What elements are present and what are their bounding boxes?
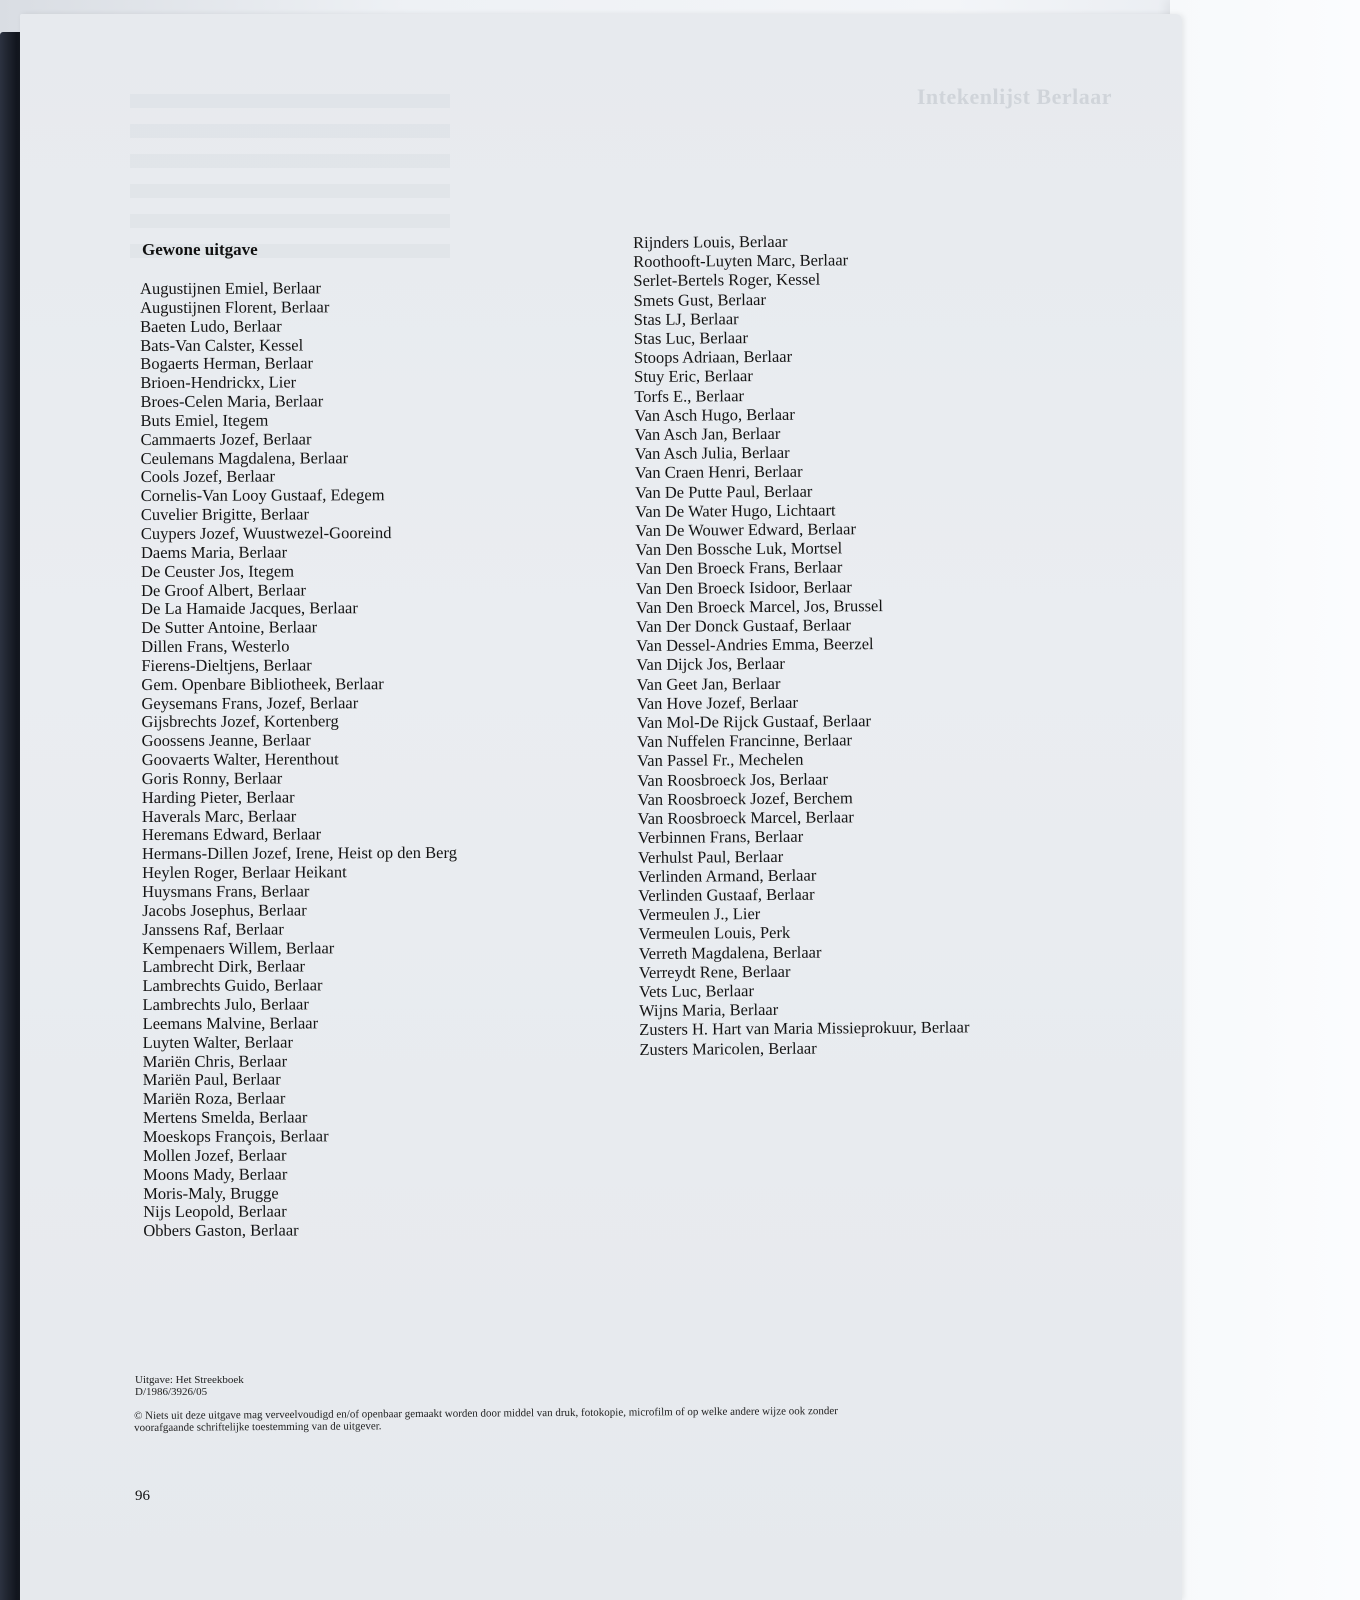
subscriber-entry: Van Den Broeck Frans, Berlaar — [635, 557, 843, 579]
subscriber-entry: Haverals Marc, Berlaar — [141, 806, 297, 826]
subscriber-entry: Dillen Frans, Westerlo — [141, 636, 290, 657]
subscriber-entry: Van Roosbroeck Jozef, Berchem — [637, 788, 853, 809]
subscriber-entry: Van Roosbroeck Marcel, Berlaar — [637, 807, 854, 829]
subscriber-entry: Lambrechts Julo, Berlaar — [142, 994, 309, 1015]
subscriber-entry: Mariën Roza, Berlaar — [142, 1088, 286, 1109]
subscriber-entry: Verbinnen Frans, Berlaar — [637, 826, 804, 848]
subscriber-entry: Gijsbrechts Jozef, Kortenberg — [141, 711, 339, 732]
subscriber-entry: Luyten Walter, Berlaar — [142, 1032, 293, 1052]
subscriber-entry: Stoops Adriaan, Berlaar — [633, 346, 793, 368]
subscriber-entry: Hermans-Dillen Jozef, Irene, Heist op den Berg — [141, 843, 457, 864]
book-page — [20, 14, 1182, 1600]
subscriber-entry: Verreydt Rene, Berlaar — [638, 961, 791, 982]
subscriber-entry: Cammaerts Jozef, Berlaar — [140, 429, 312, 449]
section-heading: Gewone uitgave — [142, 240, 258, 259]
subscriber-entry: Geysemans Frans, Jozef, Berlaar — [141, 692, 359, 713]
subscriber-entry: Kempenaers Willem, Berlaar — [142, 937, 335, 958]
subscriber-entry: Goris Ronny, Berlaar — [141, 768, 283, 788]
subscriber-entry: Cuvelier Brigitte, Berlaar — [140, 504, 310, 525]
subscriber-entry: De Sutter Antoine, Berlaar — [141, 617, 318, 638]
subscriber-entry: Obbers Gaston, Berlaar — [143, 1220, 299, 1241]
subscriber-entry: Leemans Malvine, Berlaar — [142, 1013, 319, 1033]
facing-page — [1170, 0, 1360, 1600]
subscriber-entry: Torfs E., Berlaar — [634, 385, 745, 406]
subscriber-entry: Harding Pieter, Berlaar — [141, 787, 295, 807]
subscriber-entry: Cornelis-Van Looy Gustaaf, Edegem — [140, 485, 385, 506]
copyright-notice: © Niets uit deze uitgave mag verveelvoudigd en/of openbaar gemaakt worden door middel van druk, fotokopie, microfilm of op welke andere wijze ook zonder voorafgaande schriftelijke toestemming van de uitgever. — [134, 1405, 838, 1434]
subscriber-entry: Van Den Bossche Luk, Mortsel — [635, 538, 843, 560]
subscriber-entry: Buts Emiel, Itegem — [140, 410, 269, 430]
publisher-line: Uitgave: Het Streekboek — [135, 1374, 244, 1386]
subscriber-entry: Van De Water Hugo, Lichtaart — [635, 500, 836, 521]
colophon-publisher — [135, 1374, 244, 1398]
subscriber-entry: Van Hove Jozef, Berlaar — [636, 692, 799, 713]
subscriber-entry: Roothooft-Luyten Marc, Berlaar — [633, 250, 849, 272]
subscriber-entry: Heremans Edward, Berlaar — [141, 824, 322, 845]
subscriber-entry: Van Passel Fr., Mechelen — [637, 750, 804, 771]
subscriber-entry: Moeskops François, Berlaar — [142, 1126, 329, 1146]
subscriber-entry: Vermeulen Louis, Perk — [638, 923, 791, 944]
subscriber-entry: Broes-Celen Maria, Berlaar — [140, 391, 324, 412]
subscriber-entry: Brioen-Hendrickx, Lier — [140, 372, 297, 393]
subscriber-entry: Van Der Donck Gustaaf, Berlaar — [636, 615, 852, 637]
subscriber-entry: Cools Jozef, Berlaar — [140, 466, 275, 487]
subscriber-entry: Huysmans Frans, Berlaar — [142, 881, 310, 901]
subscriber-entry: De Ceuster Jos, Itegem — [140, 561, 295, 581]
subscriber-entry: Goovaerts Walter, Herenthout — [141, 749, 339, 770]
subscriber-entry: Vermeulen J., Lier — [638, 904, 761, 925]
subscriber-entry: Moons Mady, Berlaar — [143, 1164, 288, 1184]
subscriber-entry: Daems Maria, Berlaar — [140, 542, 288, 562]
subscriber-entry: Van Nuffelen Francinne, Berlaar — [636, 730, 853, 752]
subscriber-entry: Bats-Van Calster, Kessel — [140, 334, 304, 355]
subscriber-entry: Verreth Magdalena, Berlaar — [638, 942, 822, 963]
subscriber-entry: Ceulemans Magdalena, Berlaar — [140, 447, 349, 468]
subscriber-list-left — [140, 279, 458, 1241]
subscriber-entry: Van Den Broeck Marcel, Jos, Brussel — [635, 595, 883, 617]
show-through-running-head: Intekenlijst Berlaar — [916, 84, 1112, 109]
subscriber-entry: Heylen Roger, Berlaar Heikant — [142, 862, 347, 883]
subscriber-entry: De La Hamaide Jacques, Berlaar — [141, 598, 358, 619]
subscriber-entry: Augustijnen Florent, Berlaar — [140, 297, 330, 317]
subscriber-entry: Stuy Eric, Berlaar — [634, 366, 753, 387]
subscriber-entry: Van Dessel-Andries Emma, Beerzel — [636, 634, 874, 656]
page-number: 96 — [135, 1488, 150, 1504]
legal-deposit-line: D/1986/3926/05 — [135, 1386, 208, 1398]
subscriber-entry: Van Craen Henri, Berlaar — [634, 462, 803, 483]
subscriber-entry: De Groof Albert, Berlaar — [141, 579, 307, 600]
subscriber-entry: Nijs Leopold, Berlaar — [143, 1201, 287, 1222]
subscriber-entry: Van Asch Jan, Berlaar — [634, 423, 781, 445]
subscriber-entry: Jacobs Josephus, Berlaar — [142, 900, 307, 920]
subscriber-entry: Cuypers Jozef, Wuustwezel-Gooreind — [140, 523, 392, 543]
subscriber-entry: Augustijnen Emiel, Berlaar — [139, 278, 322, 298]
subscriber-entry: Verlinden Gustaaf, Berlaar — [638, 884, 815, 905]
subscriber-entry: Van Mol-De Rijck Gustaaf, Berlaar — [636, 711, 872, 733]
subscriber-entry: Bogaerts Herman, Berlaar — [140, 353, 314, 374]
subscriber-entry: Zusters Maricolen, Berlaar — [639, 1038, 817, 1059]
subscriber-entry: Verhulst Paul, Berlaar — [637, 846, 784, 867]
subscriber-entry: Mariën Paul, Berlaar — [142, 1069, 281, 1090]
subscriber-entry: Lambrechts Guido, Berlaar — [142, 975, 323, 996]
subscriber-entry: Van Asch Julia, Berlaar — [634, 443, 790, 464]
subscriber-entry: Wijns Maria, Berlaar — [639, 1000, 779, 1021]
subscriber-entry: Stas LJ, Berlaar — [633, 308, 739, 329]
subscriber-entry: Gem. Openbare Bibliotheek, Berlaar — [141, 673, 384, 694]
subscriber-list-right — [633, 230, 970, 1058]
subscriber-entry: Van Dijck Jos, Berlaar — [636, 654, 785, 675]
subscriber-entry: Lambrecht Dirk, Berlaar — [142, 956, 306, 977]
subscriber-entry: Vets Luc, Berlaar — [638, 980, 755, 1001]
subscriber-entry: Van Roosbroeck Jos, Berlaar — [637, 769, 828, 790]
subscriber-entry: Smets Gust, Berlaar — [633, 289, 767, 310]
subscriber-entry: Van Asch Hugo, Berlaar — [634, 404, 795, 425]
subscriber-entry: Stas Luc, Berlaar — [633, 328, 748, 349]
subscriber-entry: Janssens Raf, Berlaar — [142, 919, 284, 939]
subscriber-entry: Moris-Maly, Brugge — [143, 1183, 279, 1203]
subscriber-entry: Verlinden Armand, Berlaar — [637, 865, 817, 886]
subscriber-entry: Baeten Ludo, Berlaar — [140, 316, 282, 336]
subscriber-entry: Van De Putte Paul, Berlaar — [634, 481, 813, 502]
subscriber-entry: Serlet-Bertels Roger, Kessel — [633, 269, 821, 291]
subscriber-entry: Mollen Jozef, Berlaar — [143, 1145, 287, 1165]
subscriber-entry: Zusters H. Hart van Maria Missieprokuur, Berlaar — [639, 1017, 970, 1040]
subscriber-entry: Van Den Broeck Isidoor, Berlaar — [635, 576, 852, 598]
subscriber-entry: Fierens-Dieltjens, Berlaar — [141, 655, 312, 675]
subscriber-entry: Rijnders Louis, Berlaar — [633, 231, 788, 252]
subscriber-entry: Mertens Smelda, Berlaar — [142, 1107, 308, 1128]
subscriber-entry: Van Geet Jan, Berlaar — [636, 673, 781, 694]
subscriber-entry: Van De Wouwer Edward, Berlaar — [635, 519, 856, 541]
subscriber-entry: Mariën Chris, Berlaar — [142, 1051, 288, 1071]
subscriber-entry: Goossens Jeanne, Berlaar — [141, 730, 311, 751]
